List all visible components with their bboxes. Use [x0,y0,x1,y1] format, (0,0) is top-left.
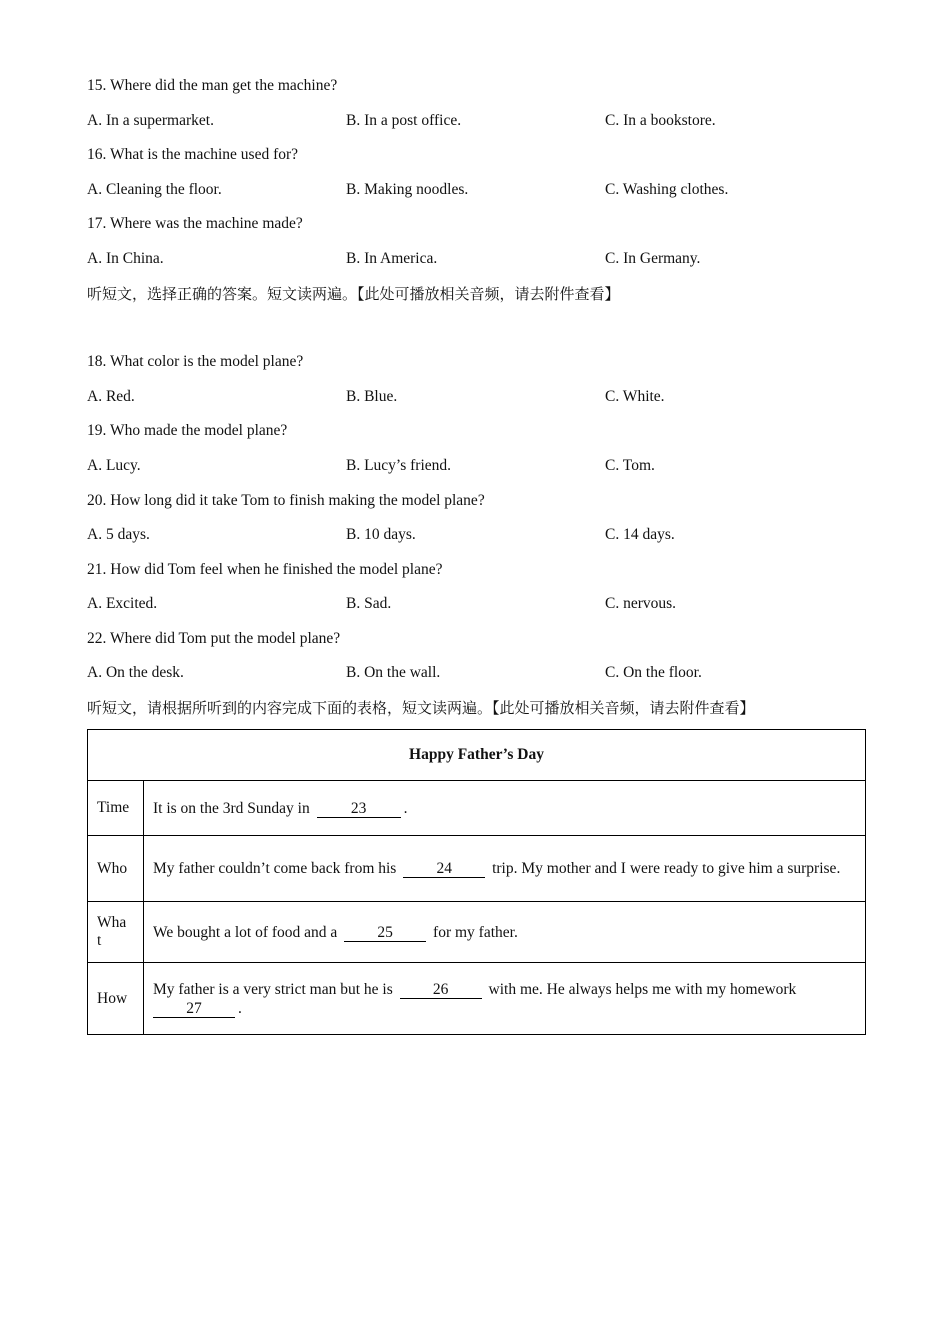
section-instruction-1: 听短文，选择正确的答案。短文读两遍。【此处可播放相关音频，请去附件查看】 [87,285,620,303]
question-16-option-b: B. Making noodles. [346,181,469,198]
table-row-what [88,902,866,963]
table-header-row [88,730,866,781]
question-22-option-b: B. On the wall. [346,664,441,681]
question-21-option-a: A. Excited. [87,595,158,612]
question-15-stem: 15. Where did the man get the machine? [87,77,338,94]
row-content-what [144,902,866,963]
row-label-time: Time [88,781,144,836]
question-16-option-a: A. Cleaning the floor. [87,181,222,198]
question-17-option-b: B. In America. [346,250,438,267]
question-15-option-b: B. In a post office. [346,112,462,129]
who-text-after: trip. My mother and I were ready to give him a surprise. [492,860,841,877]
blank-26: 26 [400,982,482,999]
blank-23: 23 [317,801,401,818]
question-16-option-c: C. Washing clothes. [605,181,729,198]
question-19-option-c: C. Tom. [605,457,655,474]
row-content-who [144,836,866,902]
what-label-line2: t [97,932,102,949]
row-label-what [88,902,144,963]
question-19-option-b: B. Lucy’s friend. [346,457,452,474]
what-label-line1: Wha [97,914,127,931]
question-18-stem: 18. What color is the model plane? [87,353,304,370]
question-17-option-c: C. In Germany. [605,250,701,267]
blank-27: 27 [153,1001,235,1018]
table-row-time [88,781,866,836]
question-22-stem: 22. Where did Tom put the model plane? [87,630,341,647]
question-19-option-a: A. Lucy. [87,457,141,474]
question-22-option-c: C. On the floor. [605,664,702,681]
blank-25: 25 [344,925,426,942]
section-instruction-2: 听短文，请根据所听到的内容完成下面的表格，短文读两遍。【此处可播放相关音频，请去附件查看】 [87,699,755,717]
question-15-option-c: C. In a bookstore. [605,112,716,129]
fill-in-table [87,729,866,1035]
question-20-option-a: A. 5 days. [87,526,150,543]
question-18-option-b: B. Blue. [346,388,398,405]
question-20-option-c: C. 14 days. [605,526,675,543]
how-text-after: . [238,999,242,1017]
question-21-option-b: B. Sad. [346,595,392,612]
time-text-before: It is on the 3rd Sunday in [153,799,310,817]
how-text-middle: with me. He always helps me with my homework [488,980,797,998]
question-20-option-b: B. 10 days. [346,526,416,543]
question-21-option-c: C. nervous. [605,595,677,612]
row-content-time [144,781,866,836]
time-text-after: . [403,799,408,817]
what-text-after: for my father. [433,923,518,941]
who-text-before: My father couldn’t come back from his [153,860,397,877]
question-17-stem: 17. Where was the machine made? [87,215,303,232]
question-18-option-a: A. Red. [87,388,135,405]
row-label-who: Who [88,836,144,902]
question-19-stem: 19. Who made the model plane? [87,422,288,439]
question-16-stem: 16. What is the machine used for? [87,146,299,163]
how-text-before: My father is a very strict man but he is [153,980,393,998]
row-label-how: How [88,963,144,1035]
row-content-how [144,963,866,1035]
question-22-option-a: A. On the desk. [87,664,184,681]
blank-24: 24 [403,861,485,878]
table-row-who [88,836,866,902]
question-18-option-c: C. White. [605,388,665,405]
table-title: Happy Father’s Day [88,730,866,781]
question-21-stem: 21. How did Tom feel when he finished the model plane? [87,561,443,578]
question-17-option-a: A. In China. [87,250,164,267]
question-20-stem: 20. How long did it take Tom to finish making the model plane? [87,492,485,509]
what-text-before: We bought a lot of food and a [153,923,338,941]
question-15-option-a: A. In a supermarket. [87,112,214,129]
table-row-how [88,963,866,1035]
